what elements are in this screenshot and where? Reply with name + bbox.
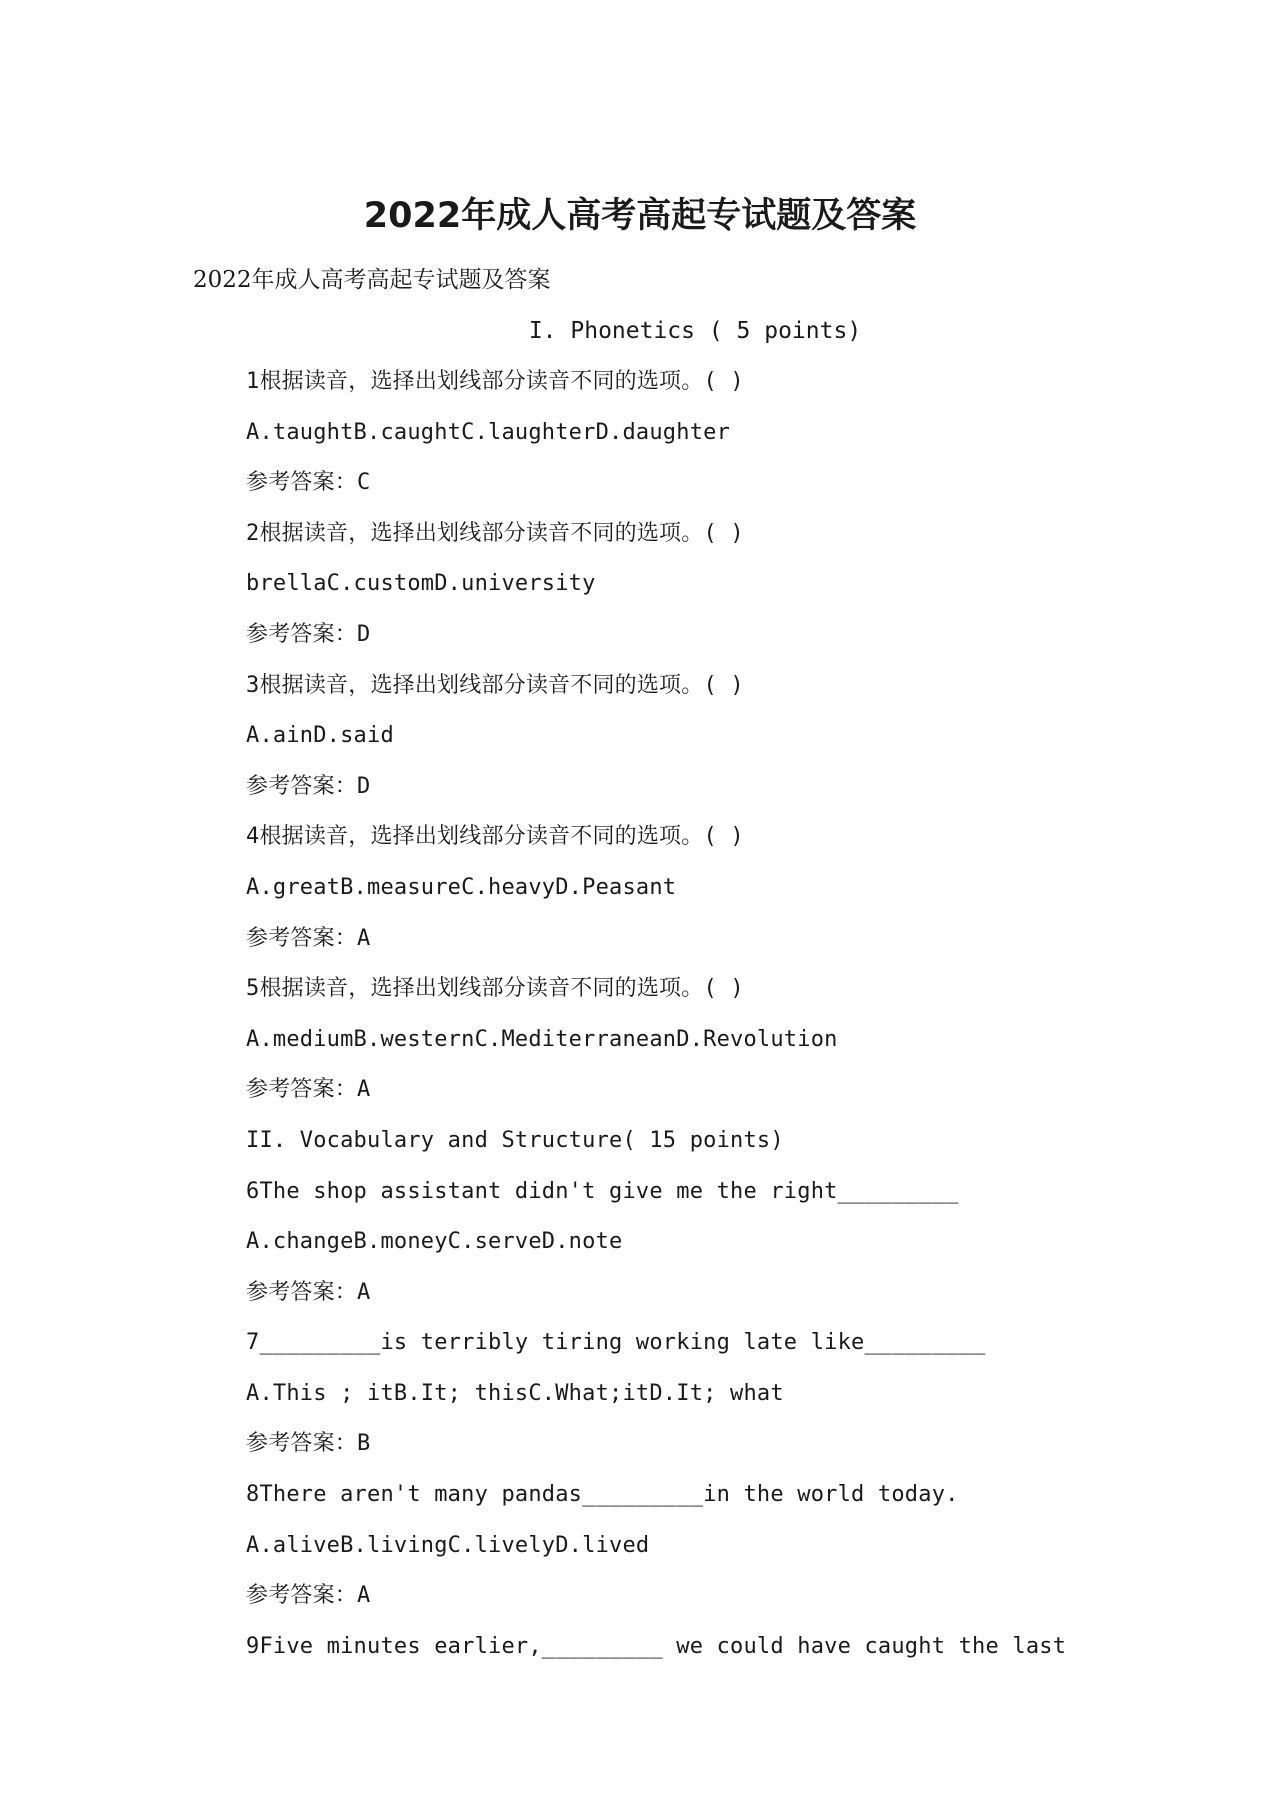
text-line: 参考答案：D bbox=[246, 621, 371, 647]
text-line: 参考答案：B bbox=[246, 1431, 371, 1457]
question-list bbox=[246, 366, 1256, 1681]
text-line: 参考答案：A bbox=[246, 1077, 371, 1103]
text-line: 6The shop assistant didn't give me the right_________ bbox=[246, 1178, 959, 1204]
text-line: 7_________is terribly tiring working late like_________ bbox=[246, 1330, 986, 1356]
text-line: A.changeB.moneyC.serveD.note bbox=[246, 1229, 623, 1255]
text-line: 参考答案：A bbox=[246, 1583, 371, 1609]
text-line: brellaC.customD.university bbox=[246, 571, 596, 597]
text-line: 1根据读音，选择出划线部分读音不同的选项。( ) bbox=[246, 369, 744, 394]
text-line: 参考答案：C bbox=[246, 470, 371, 496]
text-line: 3根据读音，选择出划线部分读音不同的选项。( ) bbox=[246, 672, 744, 698]
document-subtitle: 2022年成人高考高起专试题及答案 bbox=[193, 267, 551, 293]
text-line: 9Five minutes earlier,_________ we could have caught the last bbox=[246, 1633, 1067, 1659]
text-line: 参考答案：A bbox=[246, 1279, 371, 1305]
text-line: 参考答案：D bbox=[246, 773, 371, 799]
text-line: A.mediumB.westernC.MediterraneanD.Revolution bbox=[246, 1026, 838, 1052]
text-line: A.aliveB.livingC.livelyD.lived bbox=[246, 1532, 650, 1558]
text-line: A.greatB.measureC.heavyD.Peasant bbox=[246, 874, 677, 900]
text-line: 4根据读音，选择出划线部分读音不同的选项。( ) bbox=[246, 824, 744, 850]
text-line: 8There aren't many pandas_________in the world today. bbox=[246, 1482, 959, 1508]
text-line: 参考答案：A bbox=[246, 925, 371, 951]
section-heading: I. Phonetics ( 5 points) bbox=[528, 318, 862, 344]
text-line: A.ainD.said bbox=[246, 723, 394, 749]
text-line: II. Vocabulary and Structure( 15 points) bbox=[246, 1127, 784, 1153]
text-line: 2根据读音，选择出划线部分读音不同的选项。( ) bbox=[246, 520, 744, 546]
text-line: A.taughtB.caughtC.laughterD.daughter bbox=[246, 419, 731, 445]
text-line: 5根据读音，选择出划线部分读音不同的选项。( ) bbox=[246, 976, 744, 1002]
text-line: A.This ; itB.It; thisC.What;itD.It; what bbox=[246, 1380, 784, 1406]
document-title: 2022年成人高考高起专试题及答案 bbox=[363, 196, 917, 236]
